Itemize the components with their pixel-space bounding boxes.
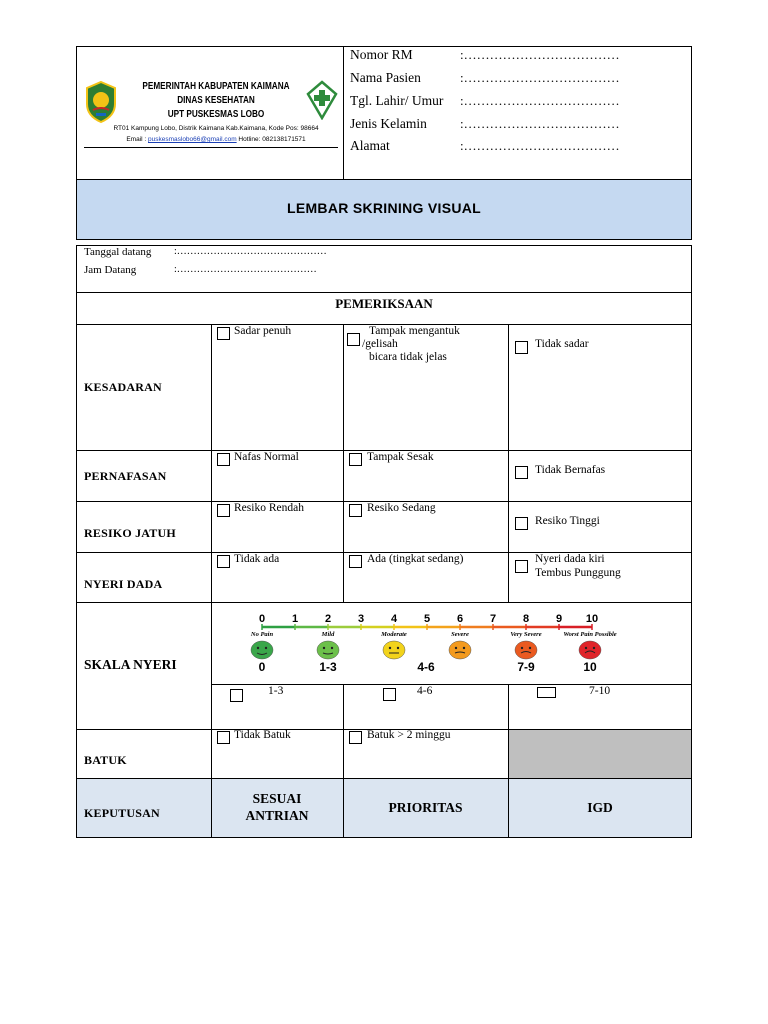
- pain-number: 1: [291, 613, 299, 625]
- decision-sesuai[interactable]: SESUAI: [252, 791, 302, 806]
- row-label-kesadaran: KESADARAN: [84, 380, 162, 394]
- option-resiko-tinggi: Resiko Tinggi: [535, 515, 600, 527]
- email-label: Email :: [126, 136, 148, 143]
- puskesmas-cross-icon: [306, 80, 338, 120]
- checkbox-sadar-penuh[interactable]: [217, 327, 230, 340]
- row-rule: [76, 602, 692, 603]
- option-resiko-sedang: Resiko Sedang: [367, 502, 436, 514]
- pain-category-label: Mild: [321, 631, 335, 638]
- checkbox-tampak-mengantuk[interactable]: [347, 333, 360, 346]
- checkbox-nyeri-dada-kiri[interactable]: [515, 560, 528, 573]
- field-value-jenis-kelamin[interactable]: :………………………………: [460, 116, 620, 131]
- pain-face-icon: [317, 641, 339, 659]
- pain-face-eye: [593, 647, 595, 649]
- pain-face-icon: [579, 641, 601, 659]
- row-label-batuk: BATUK: [84, 753, 127, 767]
- option-tampak-sesak: Tampak Sesak: [367, 451, 434, 463]
- option-tidak-batuk: Tidak Batuk: [234, 729, 291, 741]
- checkbox-tidak-ada[interactable]: [217, 555, 230, 568]
- page-title: LEMBAR SKRINING VISUAL: [286, 200, 482, 216]
- email-link[interactable]: puskesmaslobo66@gmail.com: [148, 136, 237, 143]
- field-label-alamat: Alamat: [350, 138, 390, 153]
- decision-antrian[interactable]: ANTRIAN: [245, 808, 309, 823]
- org-name-line2: DINAS KESEHATAN: [177, 95, 255, 106]
- pain-face-icon: [251, 641, 273, 659]
- pain-face-eye: [331, 647, 333, 649]
- checkbox-tidak-sadar[interactable]: [515, 341, 528, 354]
- option-resiko-rendah: Resiko Rendah: [234, 502, 304, 514]
- row-label-skala-nyeri: SKALA NYERI: [84, 657, 177, 672]
- pain-face-icon: [449, 641, 471, 659]
- option-nafas-normal: Nafas Normal: [234, 451, 299, 463]
- field-label-tgl-lahir: Tgl. Lahir/ Umur: [350, 93, 444, 108]
- pain-category-label: Worst Pain Possible: [563, 631, 617, 638]
- checkbox-nafas-normal[interactable]: [217, 453, 230, 466]
- pain-face-eye: [389, 647, 391, 649]
- col-rule: [343, 324, 344, 602]
- section-title-pemeriksaan: PEMERIKSAAN: [335, 296, 433, 311]
- pain-face-eye: [455, 647, 457, 649]
- pain-face-icon: [515, 641, 537, 659]
- checkbox-tidak-batuk[interactable]: [217, 731, 230, 744]
- checkbox-resiko-rendah[interactable]: [217, 504, 230, 517]
- pain-range-label: 0: [258, 660, 266, 673]
- visit-time-label: Jam Datang: [84, 264, 137, 276]
- option-skala-1-3: 1-3: [268, 685, 284, 697]
- pain-face-eye: [397, 647, 399, 649]
- regency-crest-icon: [84, 80, 118, 124]
- pain-number: 2: [324, 613, 332, 625]
- field-value-nama-pasien[interactable]: :………………………………: [460, 70, 620, 85]
- pain-number: 7: [489, 613, 497, 625]
- row-rule: [76, 292, 692, 293]
- org-contact: [108, 136, 324, 143]
- pain-scale-svg: [238, 611, 620, 673]
- header-divider: [343, 46, 344, 180]
- pain-scale-graphic: [238, 611, 620, 673]
- pain-number: 10: [585, 613, 599, 625]
- option-skala-4-6: 4-6: [417, 685, 433, 697]
- row-label-keputusan: KEPUTUSAN: [84, 806, 160, 820]
- letterhead-rule: [84, 147, 338, 148]
- col-rule: [211, 324, 212, 838]
- row-label-nyeri-dada: NYERI DADA: [84, 577, 163, 591]
- option-bicara-tidak-jelas: bicara tidak jelas: [369, 351, 447, 363]
- row-label-resiko-jatuh: RESIKO JATUH: [84, 526, 176, 540]
- pain-face-icon: [383, 641, 405, 659]
- pain-category-label: No Pain: [250, 631, 274, 638]
- option-skala-7-10: 7-10: [589, 685, 611, 697]
- option-tampak-mengantuk: Tampak mengantuk: [369, 325, 460, 337]
- org-name-line1: PEMERINTAH KABUPATEN KAIMANA: [142, 81, 290, 92]
- field-value-alamat[interactable]: :………………………………: [460, 138, 620, 153]
- pain-face-eye: [257, 647, 259, 649]
- pain-range-label: 4-6: [417, 660, 435, 673]
- checkbox-resiko-tinggi[interactable]: [515, 517, 528, 530]
- field-label-jenis-kelamin: Jenis Kelamin: [350, 116, 427, 131]
- shaded-cell: [509, 730, 691, 778]
- pain-number: 4: [390, 613, 398, 625]
- option-batuk-2-minggu: Batuk > 2 minggu: [367, 729, 451, 741]
- checkbox-skala-1-3[interactable]: [230, 689, 243, 702]
- hotline: Hotline: 082138171571: [236, 136, 306, 143]
- option-tidak-ada: Tidak ada: [234, 553, 280, 565]
- checkbox-tampak-sesak[interactable]: [349, 453, 362, 466]
- decision-prioritas[interactable]: PRIORITAS: [388, 800, 463, 815]
- pain-face-eye: [463, 647, 465, 649]
- option-nyeri-dada-kiri: Nyeri dada kiri: [535, 553, 605, 565]
- decision-igd[interactable]: IGD: [587, 800, 613, 815]
- pain-category-label: Moderate: [381, 631, 407, 638]
- pain-number: 8: [522, 613, 530, 625]
- checkbox-resiko-sedang[interactable]: [349, 504, 362, 517]
- visit-time-value[interactable]: :……………………………………: [174, 264, 317, 275]
- pain-number: 6: [456, 613, 464, 625]
- pain-face-eye: [585, 647, 587, 649]
- pain-number: 5: [423, 613, 431, 625]
- pain-face-eye: [521, 647, 523, 649]
- pain-range-label: 7-9: [517, 660, 535, 673]
- pain-category-label: Very Severe: [510, 631, 542, 638]
- field-label-nomor-rm: Nomor RM: [350, 47, 413, 62]
- checkbox-ada-sedang[interactable]: [349, 555, 362, 568]
- option-sadar-penuh: Sadar penuh: [234, 325, 292, 337]
- pain-face-eye: [529, 647, 531, 649]
- visit-date-label: Tanggal datang: [84, 246, 152, 258]
- pain-face-eye: [265, 647, 267, 649]
- org-address: RT01 Kampung Lobo, Distrik Kaimana Kab.Kaimana, Kode Pos: 98664: [113, 125, 319, 132]
- option-tidak-bernafas: Tidak Bernafas: [535, 464, 606, 476]
- field-value-tgl-lahir[interactable]: :………………………………: [460, 93, 620, 108]
- option-tidak-sadar: Tidak sadar: [535, 338, 589, 350]
- checkbox-skala-7-10[interactable]: [537, 687, 556, 698]
- field-label-nama-pasien: Nama Pasien: [350, 70, 421, 85]
- pain-number: 3: [357, 613, 365, 625]
- pain-number: 0: [258, 613, 266, 625]
- field-value-nomor-rm[interactable]: :………………………………: [460, 47, 620, 62]
- checkbox-tidak-bernafas[interactable]: [515, 466, 528, 479]
- option-ada-sedang: Ada (tingkat sedang): [367, 553, 464, 565]
- visit-date-value[interactable]: :………………………………………: [174, 246, 327, 257]
- pain-number: 9: [555, 613, 563, 625]
- pain-category-label: Severe: [451, 631, 469, 638]
- pain-range-label: 1-3: [319, 660, 337, 673]
- checkbox-batuk-2-minggu[interactable]: [349, 731, 362, 744]
- pain-range-label: 10: [583, 660, 597, 673]
- org-name-line3: UPT PUSKESMAS LOBO: [167, 109, 265, 120]
- option-gelisah: /gelisah: [362, 338, 398, 350]
- option-tembus-punggung: Tembus Punggung: [535, 567, 621, 579]
- row-label-pernafasan: PERNAFASAN: [84, 469, 167, 483]
- pain-face-eye: [323, 647, 325, 649]
- col-rule: [508, 324, 509, 602]
- checkbox-skala-4-6[interactable]: [383, 688, 396, 701]
